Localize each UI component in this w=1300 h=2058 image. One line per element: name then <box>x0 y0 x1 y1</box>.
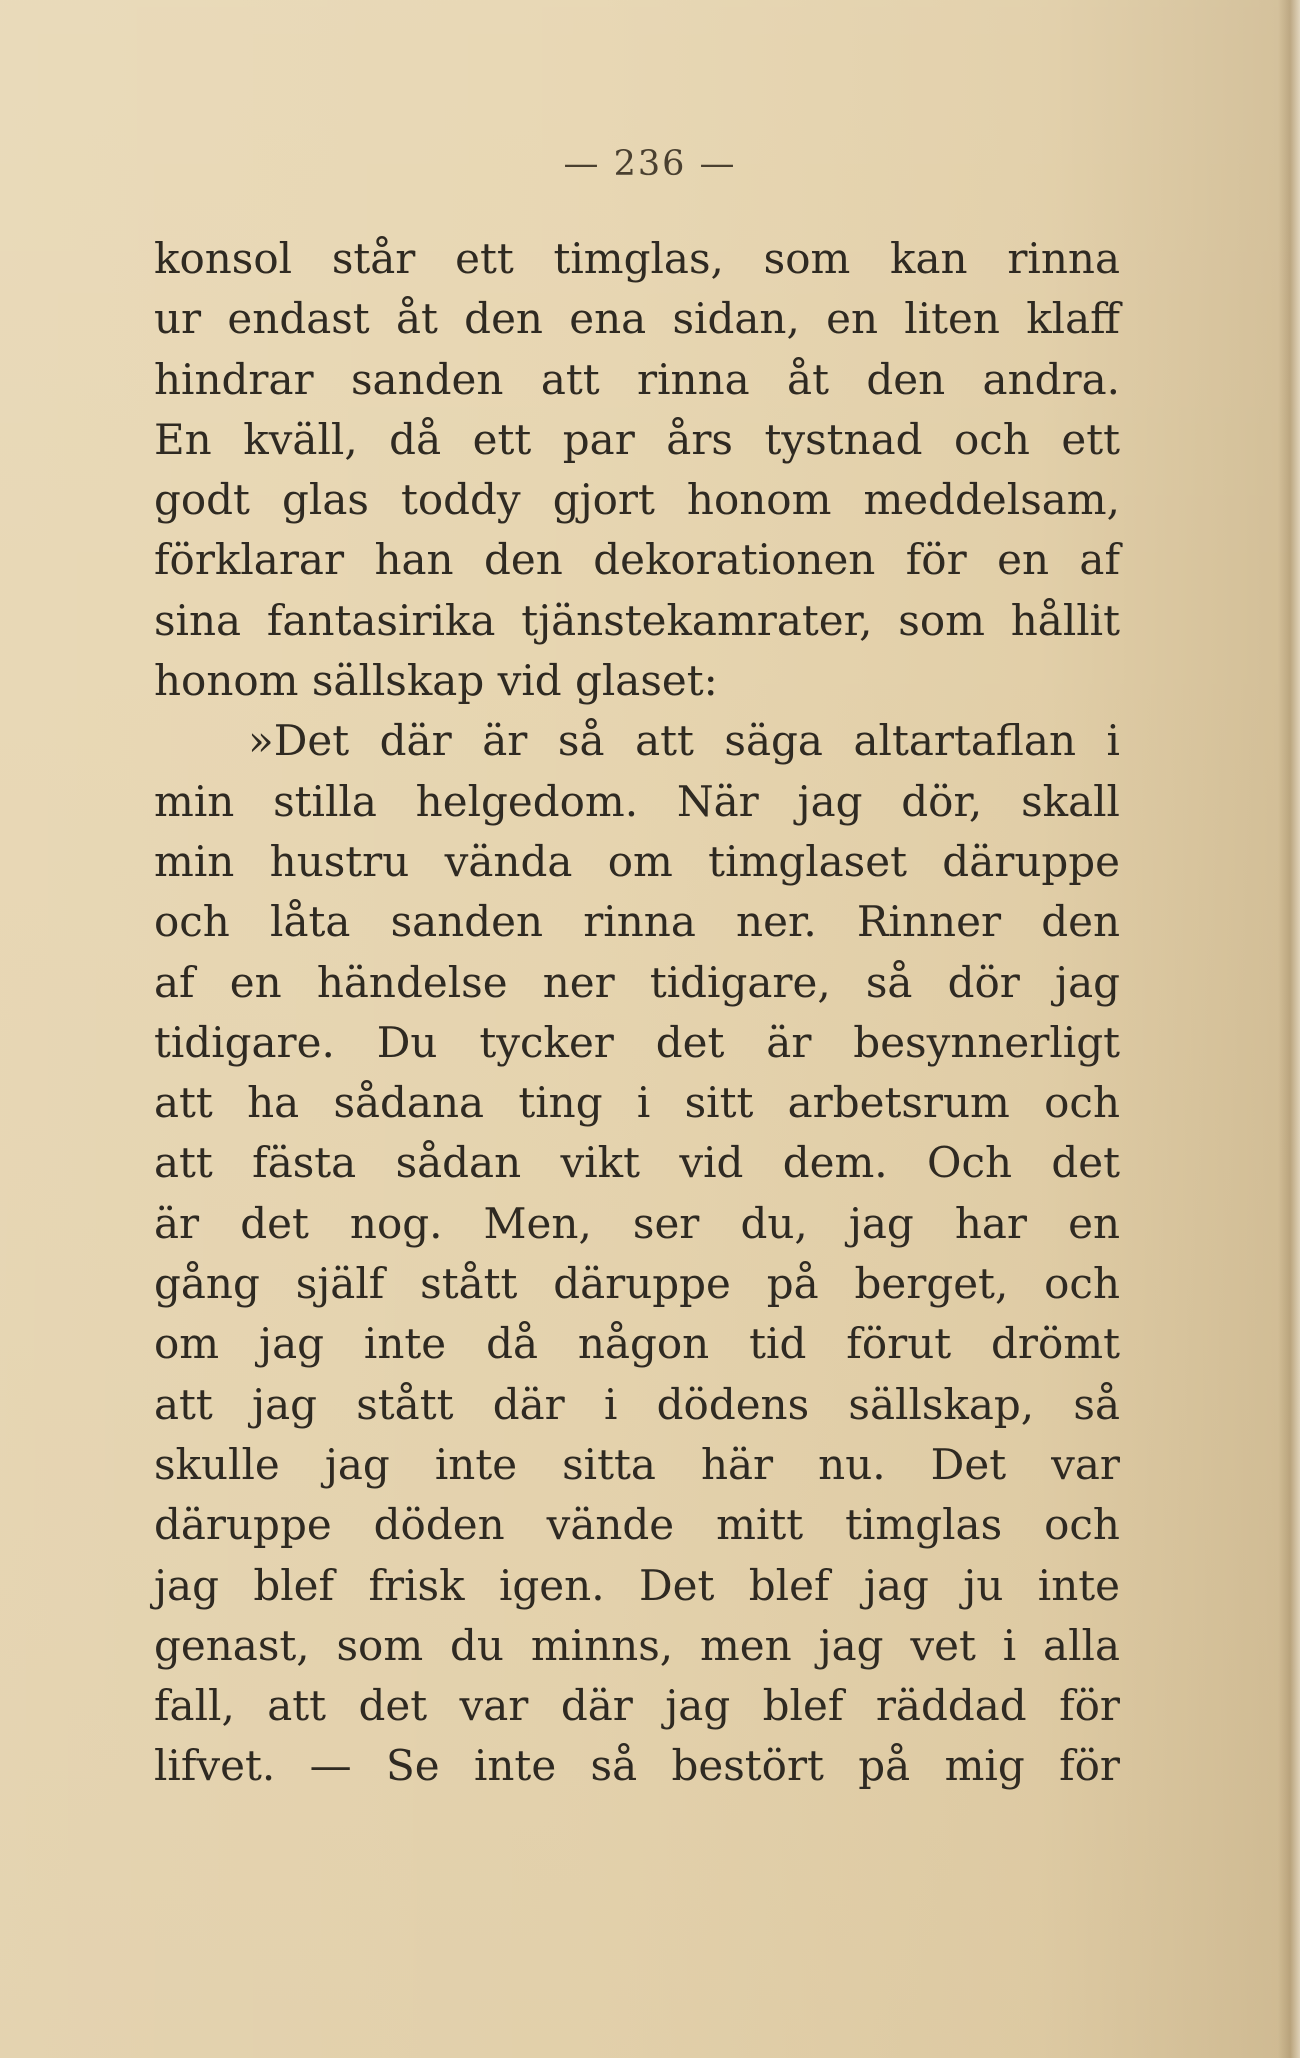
text-line: att fästa sådan vikt vid dem. Och det <box>154 1138 1120 1188</box>
text-line: min hustru vända om timglaset däruppe <box>154 836 1120 886</box>
text-line: hindrar sanden att rinna åt den andra. <box>154 354 1120 404</box>
text-line: fall, att det var där jag blef räddad för <box>154 1681 1120 1731</box>
text-line: och låta sanden rinna ner. Rinner den <box>154 897 1120 947</box>
text-line: lifvet. — Se inte så bestört på mig för <box>154 1741 1120 1791</box>
text-line: tidigare. Du tycker det är besynnerligt <box>154 1017 1120 1067</box>
text-line: att ha sådana ting i sitt arbetsrum och <box>154 1078 1120 1128</box>
text-line: att jag stått där i dödens sällskap, så <box>154 1379 1120 1429</box>
text-line: skulle jag inte sitta här nu. Det var <box>154 1439 1120 1489</box>
text-line: däruppe döden vände mitt timglas och <box>154 1500 1120 1550</box>
text-line: sina fantasirika tjänstekamrater, som hållit <box>154 595 1120 645</box>
text-line: är det nog. Men, ser du, jag har en <box>154 1198 1120 1248</box>
text-line: gång själf stått däruppe på berget, och <box>154 1259 1120 1309</box>
body-text <box>154 229 1120 1797</box>
text-line: af en händelse ner tidigare, så dör jag <box>154 957 1120 1007</box>
text-line: om jag inte då någon tid förut drömt <box>154 1319 1120 1369</box>
text-line: En kväll, då ett par års tystnad och ett <box>154 414 1120 464</box>
page-number: — 236 — <box>563 144 737 184</box>
page-edge-shadow <box>1278 0 1300 2058</box>
text-line: godt glas toddy gjort honom meddelsam, <box>154 475 1120 525</box>
text-line-paragraph-end: honom sällskap vid glaset: <box>154 656 718 706</box>
text-line: förklarar han den dekorationen för en af <box>154 535 1120 585</box>
text-line: genast, som du minns, men jag vet i alla <box>154 1620 1120 1670</box>
text-line: min stilla helgedom. När jag dör, skall <box>154 776 1120 826</box>
text-line: ur endast åt den ena sidan, en liten klaff <box>154 294 1120 344</box>
text-line: konsol står ett timglas, som kan rinna <box>154 234 1120 283</box>
text-line-paragraph-start: »Det där är så att säga altartaflan i <box>248 716 1120 766</box>
text-line: jag blef frisk igen. Det blef jag ju inte <box>154 1560 1120 1610</box>
